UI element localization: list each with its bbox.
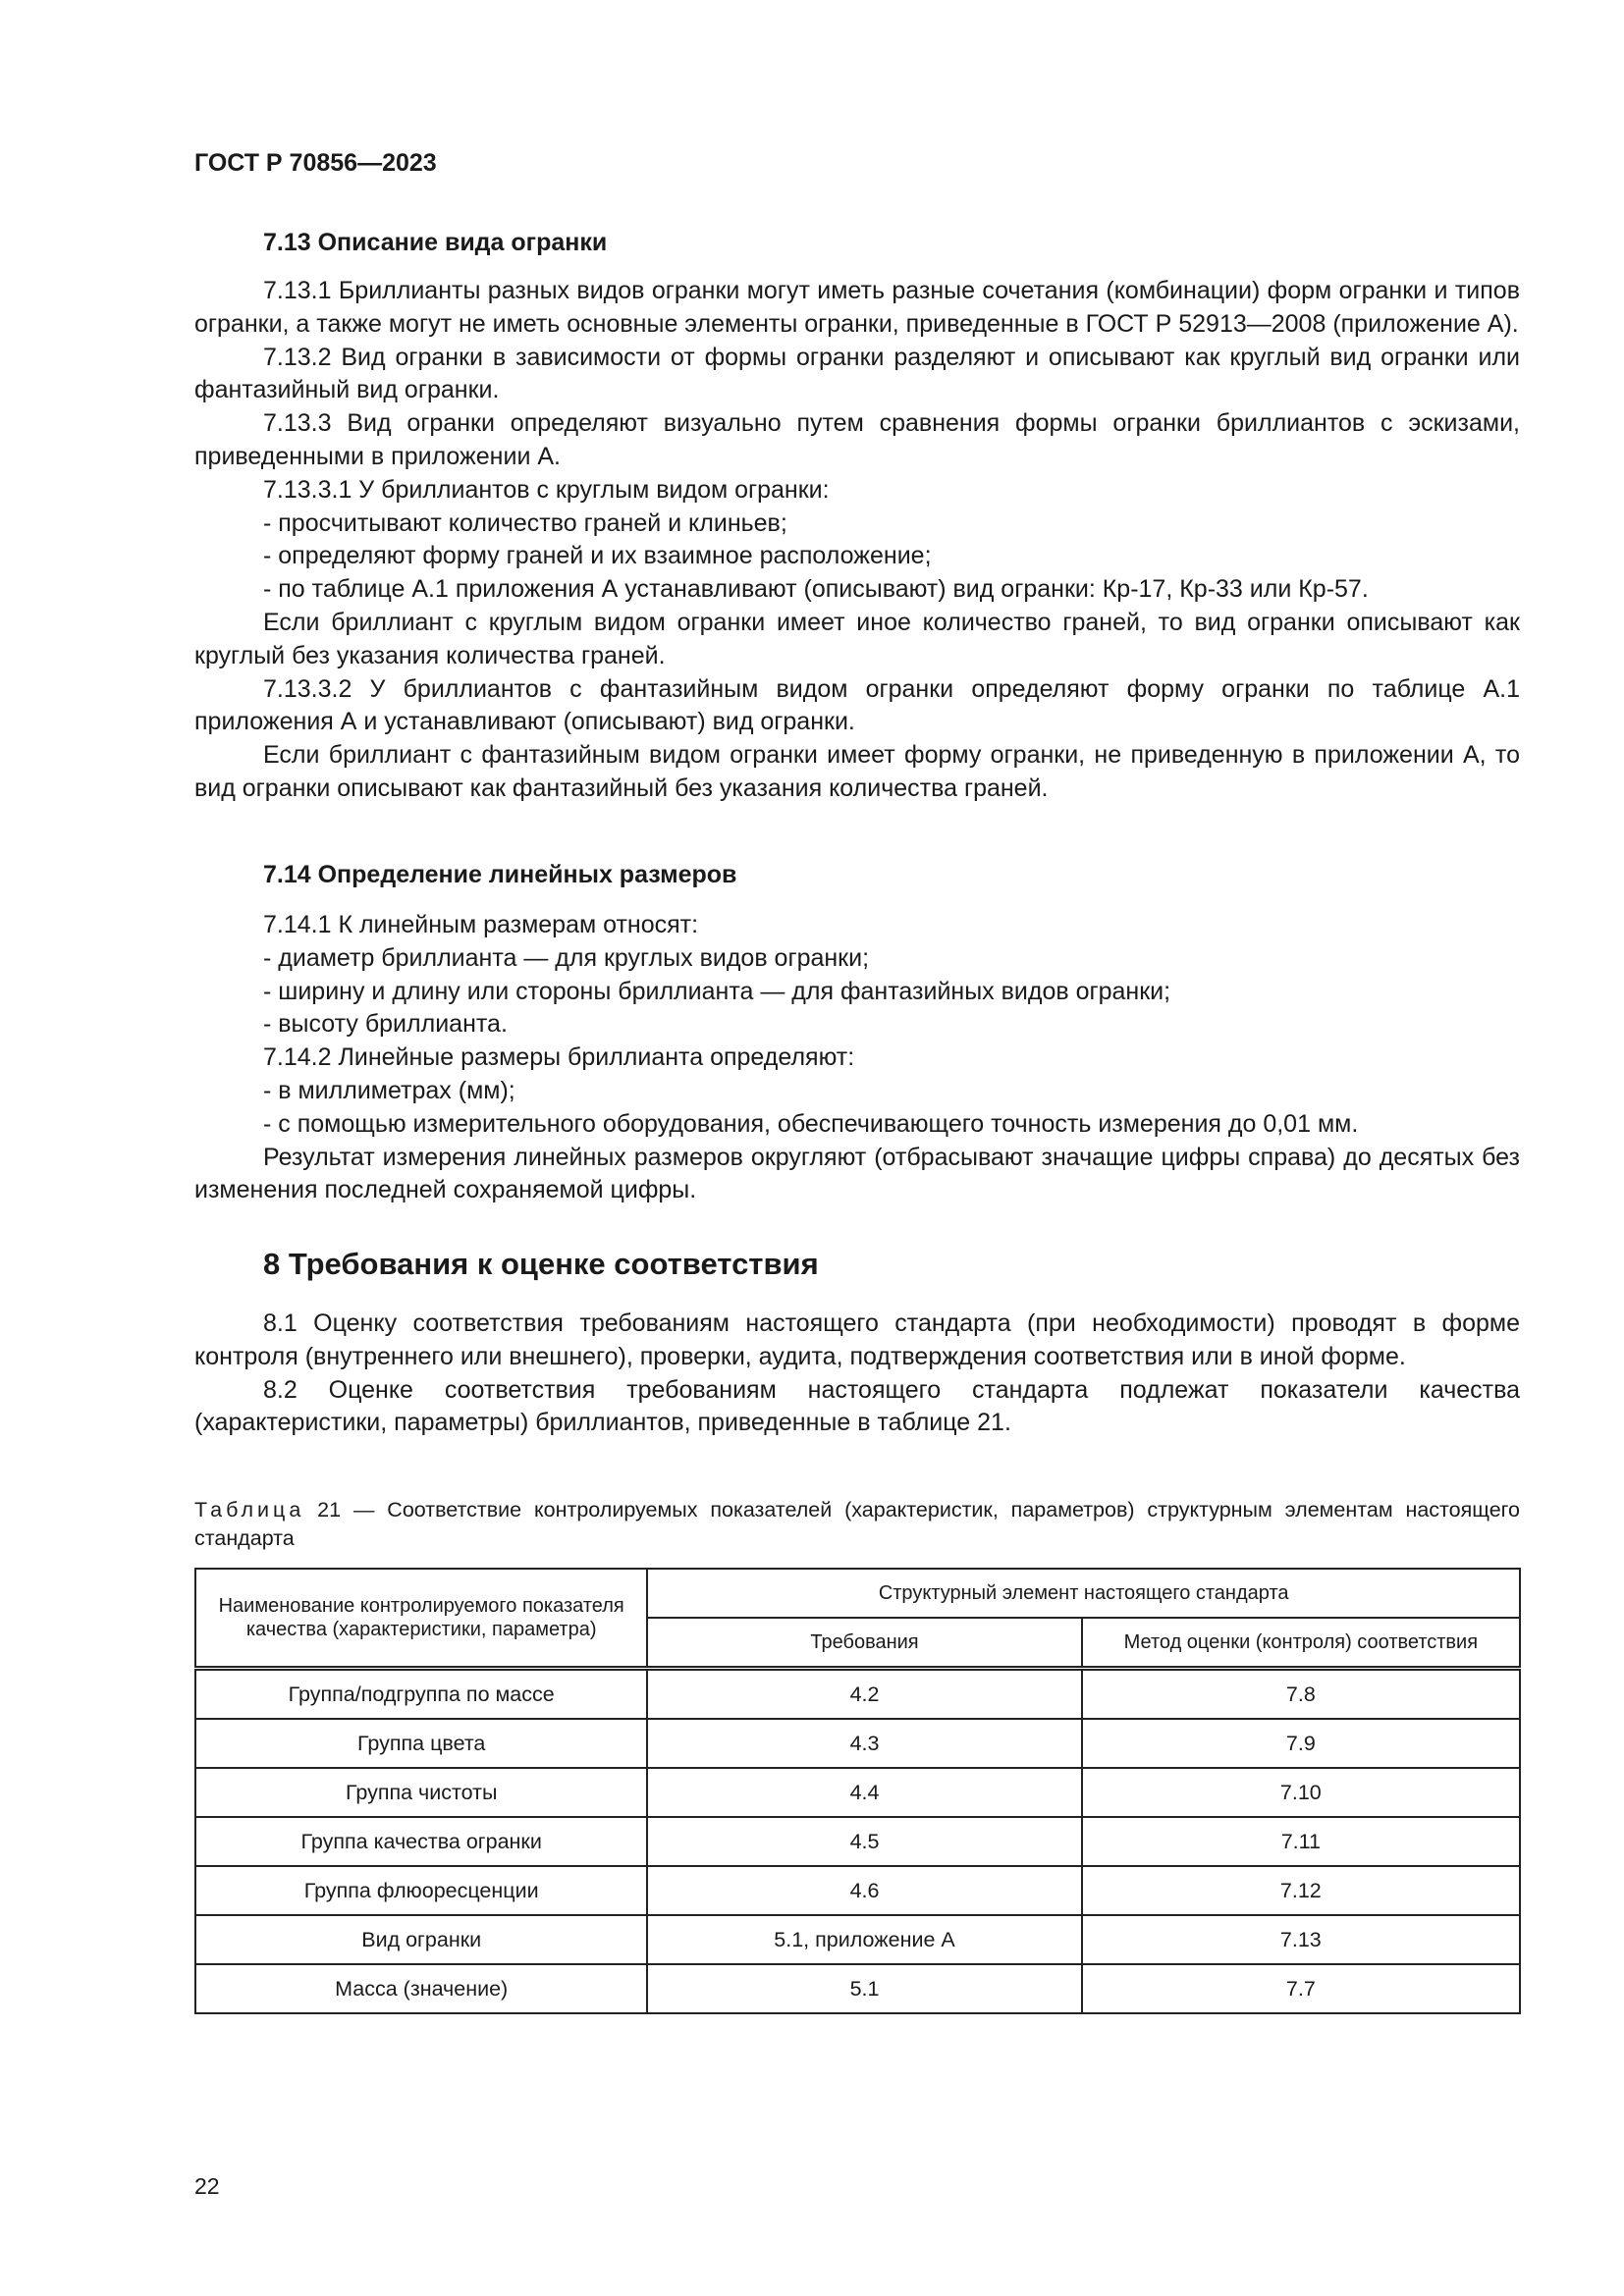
paragraph: 7.13.3 Вид огранки определяют визуально путем сравнения формы огранки бриллиантов с эскизами, приведенными в приложении А.: [194, 409, 1520, 470]
cell-indicator: Группа качества огранки: [195, 1817, 647, 1866]
list-item: - с помощью измерительного оборудования, обеспечивающего точность измерения до 0,01 мм.: [263, 1109, 1359, 1138]
section-8-body: [194, 1308, 1520, 1440]
paragraph: 7.14.1 К линейным размерам относят:: [263, 911, 699, 938]
header-method: Метод оценки (контроля) соответствия: [1082, 1618, 1520, 1669]
header-indicator: Наименование контролируемого показателя качества (характеристики, параметра): [195, 1569, 647, 1669]
section-7-13-title: 7.13 Описание вида огранки: [263, 229, 608, 256]
table-row: [195, 1719, 1520, 1768]
paragraph: Результат измерения линейных размеров округляют (отбрасывают значащие цифры справа) до десятых без изменения последней сохраняемой цифры.: [194, 1143, 1520, 1204]
header-structural-element: Структурный элемент настоящего стандарта: [647, 1569, 1520, 1618]
header-requirements: Требования: [647, 1618, 1081, 1669]
section-7-14-body: [194, 909, 1520, 1207]
table-row: [195, 1964, 1520, 2013]
cell-requirements: 4.6: [647, 1866, 1081, 1915]
table-caption-label: Таблица: [194, 1498, 305, 1522]
cell-indicator: Группа/подгруппа по массе: [195, 1669, 647, 1720]
cell-requirements: 4.3: [647, 1719, 1081, 1768]
compliance-table: [194, 1568, 1521, 2014]
cell-requirements: 5.1: [647, 1964, 1081, 2013]
table-row: [195, 1669, 1520, 1720]
cell-method: 7.13: [1082, 1915, 1520, 1964]
list-item: - определяют форму граней и их взаимное расположение;: [263, 542, 932, 570]
paragraph: Если бриллиант с фантазийным видом огранки имеет форму огранки, не приведенную в приложении А, то вид огранки описывают как фантазийный без указания количества граней.: [194, 741, 1520, 802]
list-item: - ширину и длину или стороны бриллианта — для фантазийных видов огранки;: [263, 977, 1171, 1005]
list-item: - в миллиметрах (мм);: [263, 1076, 515, 1104]
table-row: [195, 1866, 1520, 1915]
cell-indicator: Группа флюоресценции: [195, 1866, 647, 1915]
paragraph: 8.1 Оценку соответствия требованиям настоящего стандарта (при необходимости) проводят в форме контроля (внутреннего или внешнего), проверки, аудита, подтверждения соответствия или в иной форме.: [194, 1309, 1520, 1370]
table-row: [195, 1768, 1520, 1817]
paragraph: 7.13.1 Бриллианты разных видов огранки могут иметь разные сочетания (комбинации) форм огранки и типов огранки, а также могут не иметь основные элементы огранки, приведенные в ГОСТ Р 52913—2008 (приложение А).: [194, 277, 1520, 338]
cell-indicator: Группа цвета: [195, 1719, 647, 1768]
list-item: - диаметр бриллианта — для круглых видов огранки;: [263, 943, 870, 972]
cell-indicator: Группа чистоты: [195, 1768, 647, 1817]
section-7-13-body: [194, 275, 1520, 806]
cell-requirements: 5.1, приложение А: [647, 1915, 1081, 1964]
cell-method: 7.12: [1082, 1866, 1520, 1915]
cell-requirements: 4.5: [647, 1817, 1081, 1866]
cell-requirements: 4.2: [647, 1669, 1081, 1720]
document-header: ГОСТ Р 70856—2023: [194, 149, 437, 177]
table-row: [195, 1817, 1520, 1866]
list-item: - просчитывают количество граней и клиньев;: [263, 508, 787, 537]
paragraph: 7.13.2 Вид огранки в зависимости от формы огранки разделяют и описывают как круглый вид огранки или фантазийный вид огранки.: [194, 343, 1520, 404]
cell-method: 7.9: [1082, 1719, 1520, 1768]
section-7-14-title: 7.14 Определение линейных размеров: [263, 861, 737, 888]
table-caption-text: 21 — Соответствие контролируемых показателей (характеристик, параметров) структурным элементам настоящего стандарта: [194, 1498, 1520, 1550]
page-number: 22: [194, 2173, 220, 2199]
table-row: [195, 1915, 1520, 1964]
cell-method: 7.11: [1082, 1817, 1520, 1866]
paragraph: 7.13.3.2 У бриллиантов с фантазийным видом огранки определяют форму огранки по таблице А.1 приложения А и устанавливают (описывают) вид огранки.: [194, 674, 1520, 736]
section-8-title: 8 Требования к оценке соответствия: [263, 1247, 819, 1281]
paragraph: 7.14.2 Линейные размеры бриллианта определяют:: [263, 1043, 855, 1072]
cell-method: 7.8: [1082, 1669, 1520, 1720]
list-item: - по таблице А.1 приложения А устанавливают (описывают) вид огранки: Кр-17, Кр-33 или Кр-57.: [263, 575, 1369, 604]
cell-indicator: Вид огранки: [195, 1915, 647, 1964]
table-caption: [194, 1496, 1520, 1553]
paragraph: Если бриллиант с круглым видом огранки имеет иное количество граней, то вид огранки описывают как круглый без указания количества граней.: [194, 608, 1520, 669]
paragraph: 8.2 Оценке соответствия требованиям настоящего стандарта подлежат показатели качества (характеристики, параметры) бриллиантов, приведенные в таблице 21.: [194, 1375, 1520, 1437]
paragraph: 7.13.3.1 У бриллиантов с круглым видом огранки:: [263, 475, 830, 504]
cell-requirements: 4.4: [647, 1768, 1081, 1817]
list-item: - высоту бриллианта.: [263, 1010, 508, 1039]
cell-method: 7.7: [1082, 1964, 1520, 2013]
cell-method: 7.10: [1082, 1768, 1520, 1817]
cell-indicator: Масса (значение): [195, 1964, 647, 2013]
